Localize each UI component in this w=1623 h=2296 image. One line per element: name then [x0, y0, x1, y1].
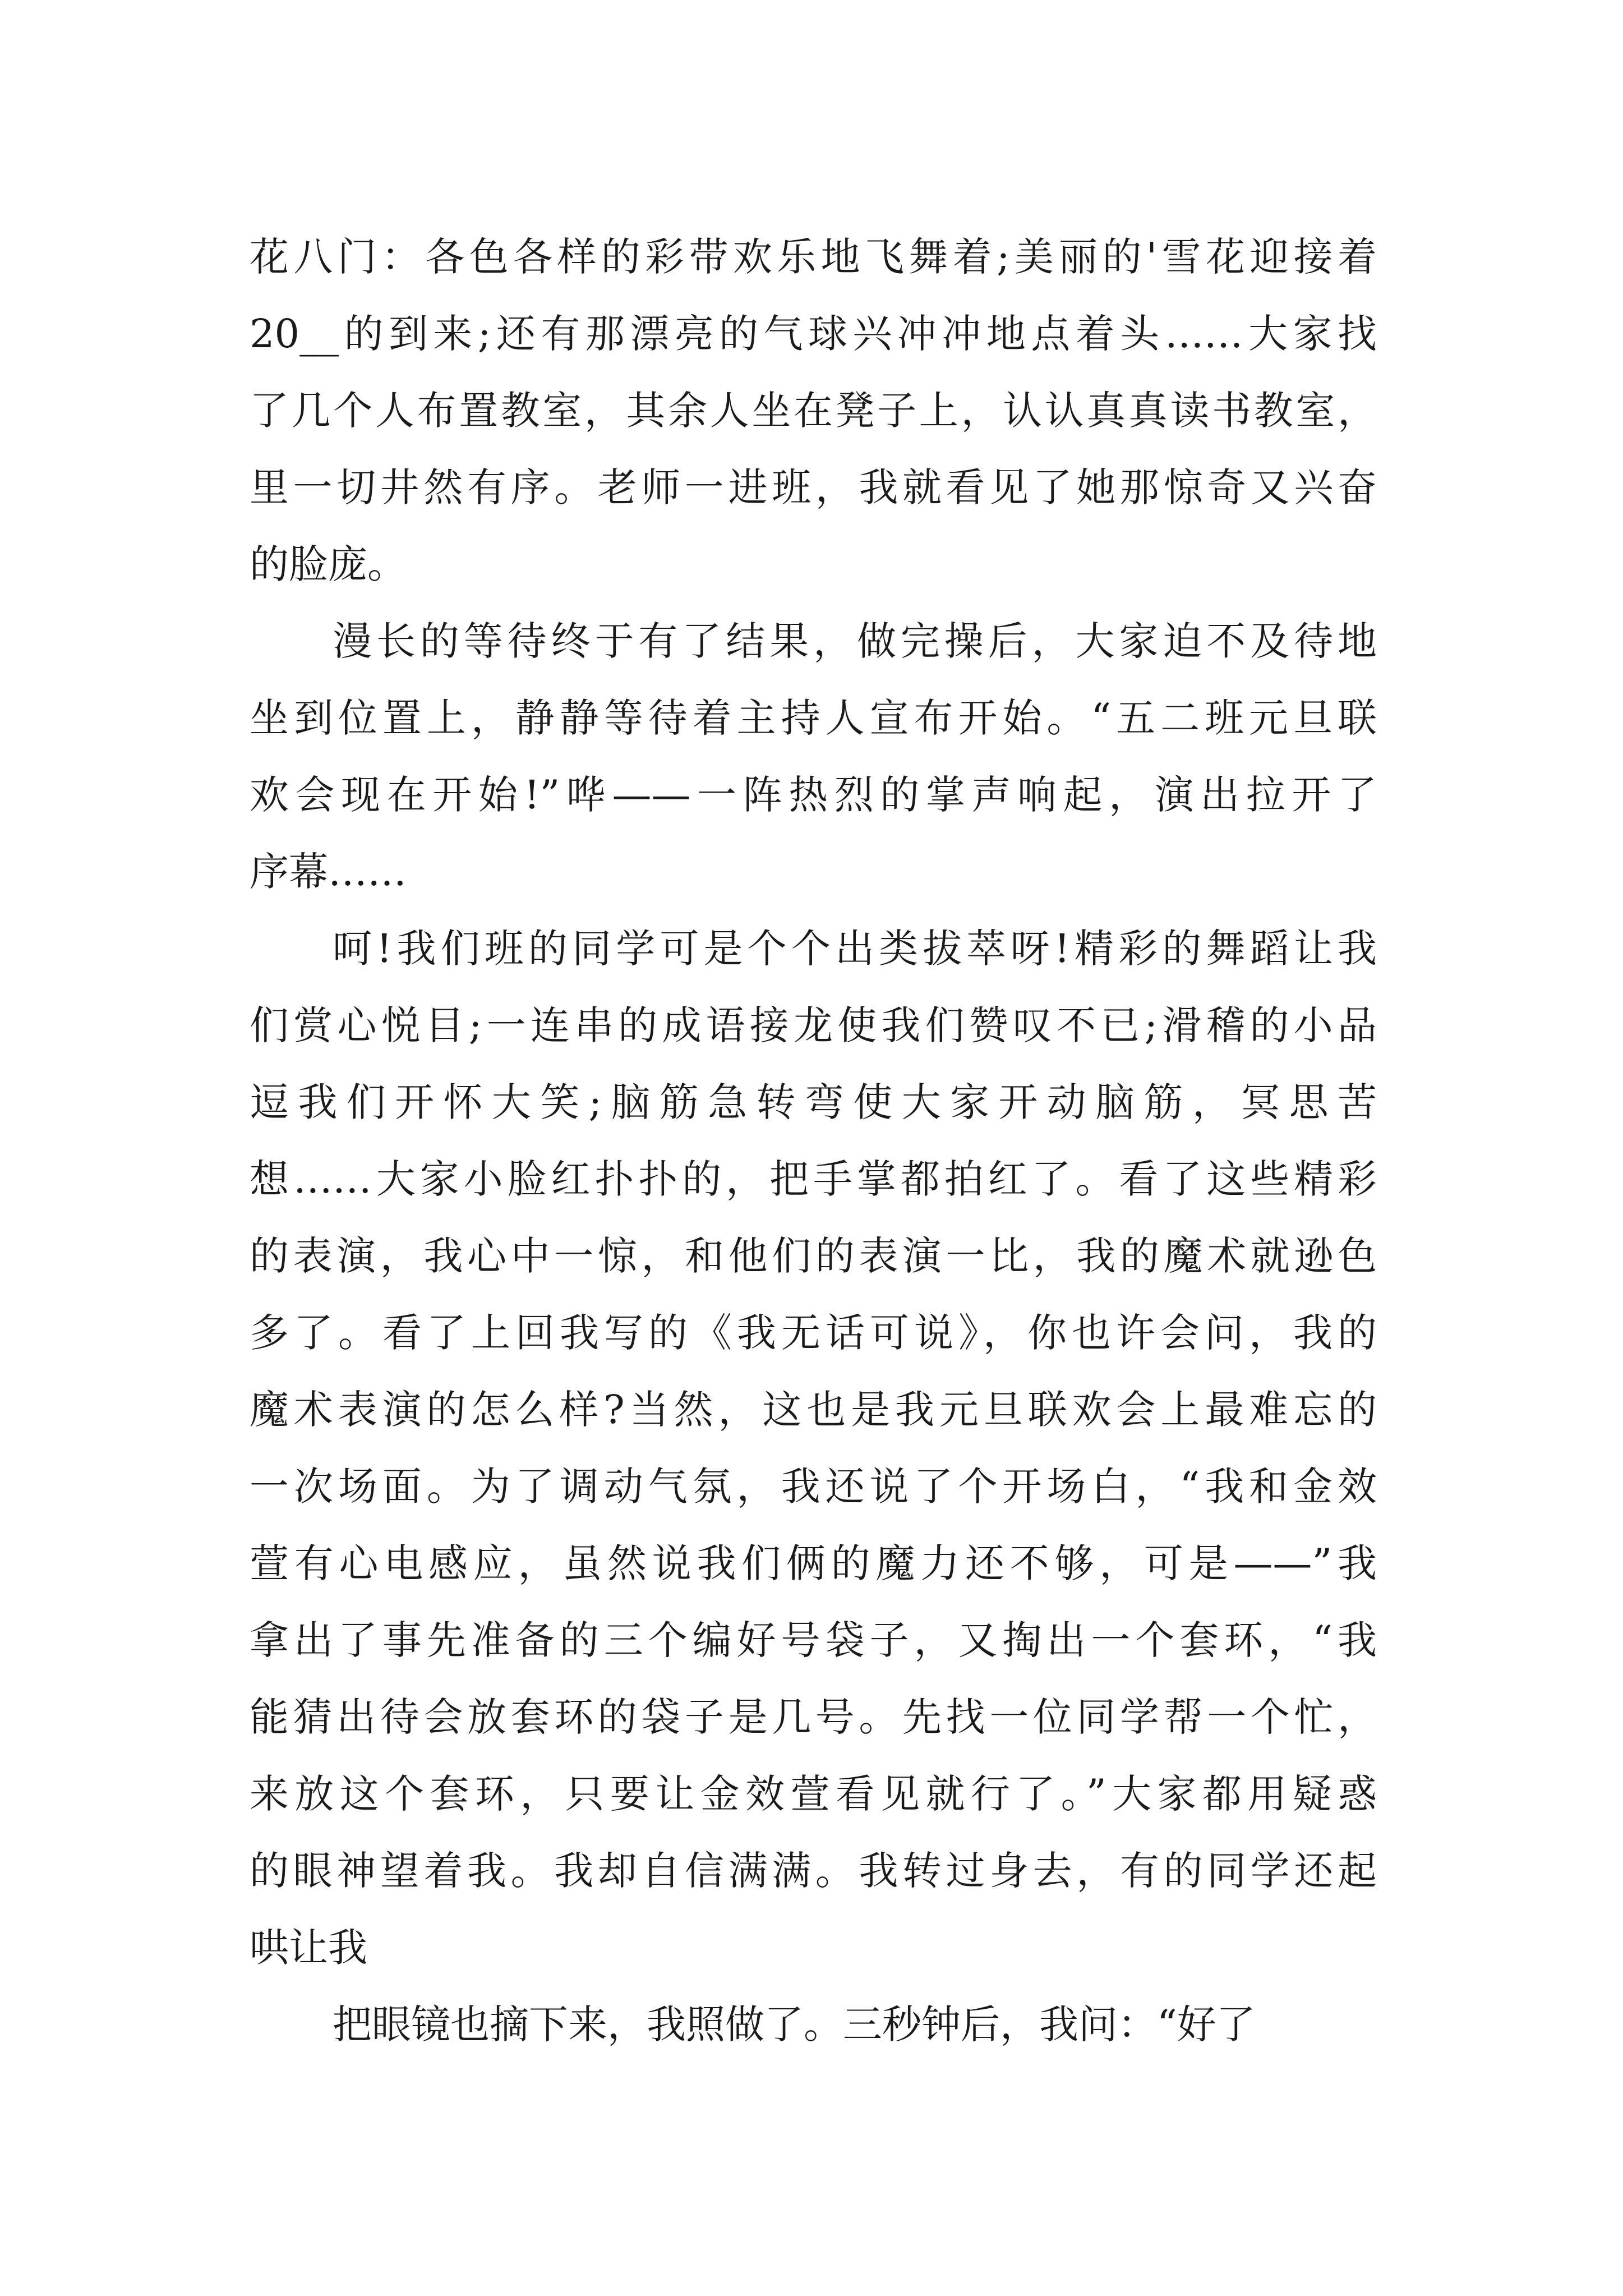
text-line: 想……大家小脸红扑扑的，把手掌都拍红了。看了这些精彩	[250, 1156, 1377, 1202]
text-line: 的表演，我心中一惊，和他们的表演一比，我的魔术就逊色	[250, 1233, 1377, 1279]
paragraph-first-line: 呵!我们班的同学可是个个出类拔萃呀!精彩的舞蹈让我	[333, 926, 1377, 972]
text-line: 哄让我	[250, 1925, 367, 1971]
text-line: 20__的到来;还有那漂亮的气球兴冲冲地点着头……大家找	[250, 311, 1377, 357]
body-text	[250, 219, 1377, 2063]
text-line: 序幕……	[250, 849, 407, 895]
text-line: 了几个人布置教室，其余人坐在凳子上，认认真真读书教室，	[250, 388, 1377, 434]
text-line: 多了。看了上回我写的《我无话可说》，你也许会问，我的	[250, 1310, 1377, 1356]
text-line: 萱有心电感应，虽然说我们俩的魔力还不够，可是——”我	[250, 1540, 1377, 1586]
text-line: 们赏心悦目;一连串的成语接龙使我们赞叹不已;滑稽的小品	[250, 1002, 1377, 1048]
text-line: 坐到位置上，静静等待着主持人宣布开始。“五二班元旦联	[250, 695, 1377, 741]
paragraph-first-line: 把眼镜也摘下来，我照做了。三秒钟后，我问：“好了	[333, 2001, 1256, 2047]
text-line: 一次场面。为了调动气氛，我还说了个开场白，“我和金效	[250, 1464, 1377, 1510]
text-line: 欢会现在开始!”哗——一阵热烈的掌声响起，演出拉开了	[250, 772, 1377, 818]
paragraph-first-line: 漫长的等待终于有了结果，做完操后，大家迫不及待地	[333, 618, 1377, 664]
text-line: 的眼神望着我。我却自信满满。我转过身去，有的同学还起	[250, 1848, 1377, 1894]
text-line: 魔术表演的怎么样?当然，这也是我元旦联欢会上最难忘的	[250, 1387, 1377, 1433]
text-line: 里一切井然有序。老师一进班，我就看见了她那惊奇又兴奋	[250, 464, 1377, 510]
text-line: 花八门：各色各样的彩带欢乐地飞舞着;美丽的'雪花迎接着	[250, 234, 1377, 280]
text-line: 逗我们开怀大笑;脑筋急转弯使大家开动脑筋，冥思苦	[250, 1079, 1377, 1125]
text-line: 能猜出待会放套环的袋子是几号。先找一位同学帮一个忙，	[250, 1694, 1377, 1740]
text-line: 的脸庞。	[250, 541, 407, 587]
text-line: 拿出了事先准备的三个编好号袋子，又掏出一个套环，“我	[250, 1617, 1377, 1663]
text-line: 来放这个套环，只要让金效萱看见就行了。”大家都用疑惑	[250, 1771, 1377, 1817]
